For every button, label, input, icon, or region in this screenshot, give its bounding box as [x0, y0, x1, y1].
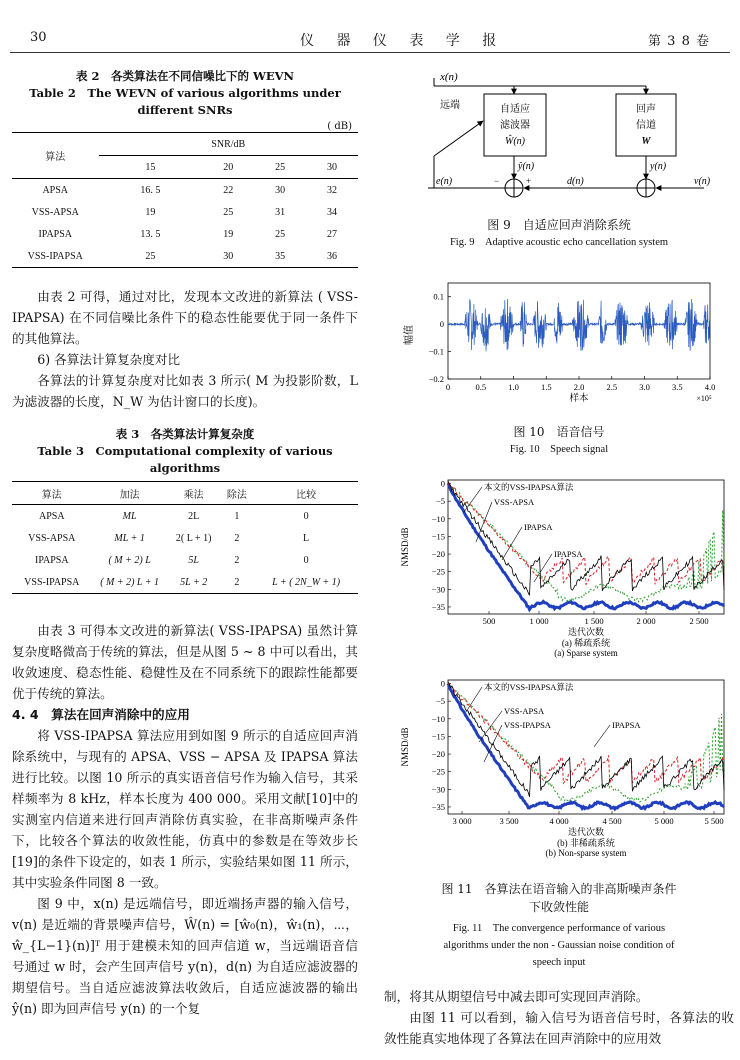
label-leader: [479, 711, 502, 742]
page-number: 30: [30, 30, 47, 45]
ytick-label: −5: [435, 496, 445, 507]
xtick-label: 4 000: [549, 816, 569, 826]
header-rule: [10, 52, 730, 53]
fig10-caption-cn: 图 10 语音信号: [513, 425, 605, 439]
ytick-label: −15: [431, 531, 445, 542]
table-cell: IPAPSA: [35, 554, 69, 566]
table-cell: 16. 5: [140, 184, 161, 196]
fig10-xtick-label: 0.5: [475, 382, 487, 392]
figure-11: [384, 472, 734, 971]
label-yhat: ŷ(n): [518, 161, 535, 172]
table2-snr-30: 30: [306, 156, 358, 179]
table-cell: VSS-APSA: [31, 206, 79, 218]
ytick-label: −25: [431, 766, 445, 777]
table-cell: 31: [275, 206, 286, 218]
table2-col-algo: 算法: [12, 133, 99, 179]
table-cell: 19: [145, 206, 156, 218]
table3-title-en: Table 3 Computational complexity of various algorithms: [37, 444, 333, 475]
paragraph: 由图 11 可以看到，输入信号为语音信号时，各算法的收敛性能真实地体现了各算法在回声消除中的应用效: [384, 1010, 734, 1046]
speech-signal-plot: [384, 275, 734, 405]
fig10-ytick-label: 0.1: [433, 291, 444, 302]
xtick-label: 5 000: [654, 816, 674, 826]
fig10-caption-en: Fig. 10 Speech signal: [509, 444, 609, 455]
table2-snr-20: 20: [202, 156, 254, 179]
fig11-caption-en: Fig. 11 The convergence performance of various: [452, 923, 666, 934]
figure-9: [384, 66, 734, 251]
paragraph: 将 VSS-IPAPSA 算法应用到如图 9 所示的自适应回声消除系统中，与现有的 APSA、VSS − APSA 及 IPAPSA 算法进行比较。以图 10 所示的真实语音信号作为输入信号，其采样频率为 8 kHz，样本长度为 400 000。采用文献[10]中的实测室内信道来进行回声消除仿真实验，在非高斯噪声条件下，比较各个算法的收敛性能，仿真中的参数是在等效步长[19]的条件下设定的，如表 1 所示，实验结果如图 11 所示，其中实验条件同图 8 一致。: [12, 728, 358, 890]
table-cell: 2L: [188, 510, 200, 522]
fig10-xtick-label: 2.0: [573, 382, 585, 392]
table3-header: 加法: [92, 482, 168, 505]
convergence-plot-b: [384, 672, 734, 862]
xlabel: 迭代次数: [567, 827, 605, 837]
fig11-caption-cn: 图 11 各算法在语音输入的非高斯噪声条件: [441, 882, 677, 896]
xtick-label: 4 500: [602, 816, 622, 826]
series-label: IPAPSA: [554, 549, 583, 559]
convergence-plot-a: [384, 472, 734, 662]
series-label: VSS-IPAPSA: [504, 720, 551, 730]
ytick-label: 0: [440, 478, 445, 489]
af-label-2: 滤波器: [500, 120, 530, 131]
table3-header: 乘法: [168, 482, 220, 505]
table-cell: 36: [306, 245, 358, 268]
ytick-label: −30: [431, 784, 445, 795]
fig10-xtick-label: 3.5: [671, 382, 683, 392]
label-y: y(n): [650, 161, 667, 172]
fig10-xscale: ×10⁵: [696, 394, 712, 403]
xtick-label: 2 000: [636, 616, 656, 626]
xtick-label: 5 500: [704, 816, 724, 826]
ytick-label: −15: [431, 731, 445, 742]
table2-snr-25: 25: [254, 156, 306, 179]
table-cell: 25: [99, 245, 203, 268]
table3-header: 除法: [220, 482, 255, 505]
table-cell: 2: [234, 532, 240, 544]
fig10-xlabel: 样本: [569, 394, 589, 404]
fig10-ytick-label: −0.1: [428, 346, 444, 357]
ytick-label: −30: [431, 584, 445, 595]
fig11-caption-en-3: speech input: [532, 957, 586, 968]
label-e: e(n): [436, 176, 453, 187]
table-cell: 35: [254, 245, 306, 268]
label-v: v(n): [694, 176, 711, 187]
plot-frame: [448, 680, 724, 814]
fig10-ytick-label: 0: [439, 319, 444, 330]
ytick-label: −10: [431, 713, 445, 724]
xtick-label: 2 500: [689, 616, 709, 626]
table3-title-cn: 表 3 各类算法计算复杂度: [115, 427, 255, 441]
fig11-caption-en-2: algorithms under the non - Gaussian noise condition of: [443, 940, 675, 951]
speech-waveform: [448, 299, 710, 351]
journal-name: 仪 器 仪 表 学 报: [300, 33, 506, 49]
xtick-label: 1 500: [584, 616, 604, 626]
series-vss-ipapsa: [448, 684, 724, 809]
running-header: [0, 0, 740, 52]
table-cell: 0: [303, 510, 309, 522]
table2-title-en-2: different SNRs: [137, 103, 233, 117]
fig11-caption-cn-2: 下收敛性能: [528, 900, 589, 914]
table-cell: 2: [234, 554, 240, 566]
subsection-heading: 6) 各算法计算复杂度对比: [37, 352, 181, 367]
fig10-xtick-label: 4.0: [704, 382, 716, 392]
af-label-3: Ŵ(n): [505, 136, 525, 147]
fig10-xtick-label: 3.0: [639, 382, 650, 392]
series-label: IPAPSA: [612, 720, 641, 730]
table-cell: L: [303, 532, 310, 544]
paragraph: 由表 2 可得，通过对比，发现本文改进的新算法 ( VSS-IPAPSA) 在不同信噪比条件下的稳态性能要优于同一条件下的其他算法。: [12, 289, 358, 346]
af-label-1: 自适应: [500, 104, 530, 115]
table-row: [12, 549, 358, 571]
fig10-ylabel: 幅值: [404, 325, 415, 345]
label-plus: +: [526, 176, 532, 186]
fig9-caption-cn: 图 9 自适应回声消除系统: [487, 218, 631, 232]
table-cell: VSS-IPAPSA: [12, 571, 92, 594]
subcaption-cn: (a) 稀疏系统: [561, 638, 611, 648]
left-column: [12, 60, 358, 1019]
echo-cancel-diagram: [384, 66, 734, 206]
table-row: [12, 571, 358, 594]
figure-10: [384, 275, 734, 458]
section-heading: 4. 4 算法在回声消除中的应用: [12, 707, 190, 722]
paragraph: 制，将其从期望信号中减去即可实现回声消除。: [384, 989, 649, 1004]
table-cell: 19: [223, 228, 234, 240]
table2-col-snr: SNR/dB: [99, 133, 359, 156]
ch-label-2: 信道: [636, 120, 656, 131]
table-cell: 5L: [188, 554, 199, 566]
ytick-label: −5: [435, 696, 445, 707]
table-cell: L + ( 2N_W + 1): [254, 571, 358, 594]
table-row: [12, 527, 358, 549]
xtick-label: 3 500: [499, 816, 519, 826]
table-cell: 5L + 2: [168, 571, 220, 594]
ch-label-3: W: [641, 136, 651, 147]
table-cell: VSS-IPAPSA: [12, 245, 99, 268]
table-cell: ML: [122, 510, 137, 522]
series-label: IPAPSA: [524, 522, 553, 532]
series-label: 本文的VSS-IPAPSA算法: [484, 682, 574, 692]
right-column: [384, 60, 734, 1046]
table-cell: APSA: [42, 184, 69, 196]
table-cell: 13. 5: [140, 228, 161, 240]
ytick-label: 0: [440, 678, 445, 689]
fig10-xtick-label: 1.0: [508, 382, 519, 392]
table3-header: 比较: [254, 482, 358, 505]
table-cell: APSA: [39, 510, 65, 522]
table-cell: IPAPSA: [38, 228, 73, 240]
xtick-label: 500: [482, 616, 496, 626]
table3: [12, 481, 358, 594]
ytick-label: −20: [431, 749, 445, 760]
table-row: [12, 505, 358, 528]
xtick-label: 3 000: [452, 816, 472, 826]
table-cell: 27: [327, 228, 338, 240]
table-cell: 2: [220, 571, 255, 594]
volume-number: 第 3 8 卷: [648, 34, 710, 49]
table-row: [12, 245, 358, 268]
table-cell: 32: [327, 184, 338, 196]
table-row: [12, 179, 358, 202]
table-cell: 34: [327, 206, 338, 218]
table-cell: 2( L + 1): [175, 532, 212, 544]
table-cell: 25: [223, 206, 234, 218]
label-d: d(n): [567, 176, 584, 187]
series-label: VSS-APSA: [504, 706, 545, 716]
table2-unit: ( dB): [327, 121, 352, 132]
ytick-label: −35: [431, 801, 445, 812]
table3-header: 算法: [12, 482, 92, 505]
label-leader: [594, 725, 610, 747]
fig10-ytick-label: −0.2: [428, 374, 444, 384]
series-label: 本文的VSS-IPAPSA算法: [484, 482, 574, 492]
fig10-xtick-label: 2.5: [606, 382, 618, 392]
ylabel: NMSD/dB: [400, 527, 410, 567]
subcaption-cn: (b) 非稀疏系统: [557, 838, 615, 848]
label-far-end: 远端: [440, 100, 460, 111]
subcaption-en: (a) Sparse system: [554, 648, 618, 658]
paragraph: 各算法的计算复杂度对比如表 3 所示( M 为投影阶数，L 为滤波器的长度，N_W 为估计窗口的长度)。: [12, 373, 358, 409]
table-cell: 22: [223, 184, 234, 196]
xlabel: 迭代次数: [567, 627, 605, 637]
table-cell: 30: [275, 184, 286, 196]
ylabel: NMSD/dB: [400, 727, 410, 767]
table-cell: 0: [303, 554, 309, 566]
table-cell: 25: [275, 228, 286, 240]
label-minus: −: [494, 176, 500, 186]
paragraph: 由表 3 可得本文改进的新算法( VSS-IPAPSA) 虽然计算复杂度略微高于传统的算法，但是从图 5 ~ 8 中可以看出，其收敛速度、稳态性能、稳健性及在不同系统下的跟踪性能都要优于传统的算法。: [12, 623, 358, 701]
paragraph: 图 9 中，x(n) 是远端信号，即近端扬声器的输入信号，v(n) 是近端的背景噪声信号，Ŵ(n) = [ŵ₀(n)，ŵ₁(n)，⋯，ŵ_{L−1}(n)]ᵀ 用于建模未知的回声信道 w，当远端语音信号通过 w 时，会产生回声信号 y(n)，d(n) 为自适应滤波器的期望信号。当自适应滤波算法收敛后，自适应滤波器的输出 ŷ(n) 即为回声信号 y(n) 的一个复: [12, 896, 358, 1016]
table-cell: ( M + 2) L: [108, 554, 151, 566]
table2: [12, 132, 358, 268]
table2-title-cn: 表 2 各类算法在不同信噪比下的 WEVN: [75, 69, 295, 83]
series-vss-ipapsa: [448, 483, 724, 609]
table-cell: ML + 1: [114, 532, 145, 544]
table2-title-en: Table 2 The WEVN of various algorithms under: [29, 86, 341, 100]
table-cell: ( M + 2) L + 1: [92, 571, 168, 594]
fig9-caption-en: Fig. 9 Adaptive acoustic echo cancellation system: [449, 237, 669, 248]
table-cell: 30: [202, 245, 254, 268]
table-row: [12, 201, 358, 223]
subcaption-en: (b) Non-sparse system: [545, 848, 627, 858]
ytick-label: −20: [431, 549, 445, 560]
ytick-label: −25: [431, 566, 445, 577]
label-x: x(n): [440, 71, 458, 83]
fig10-xtick-label: 1.5: [540, 382, 552, 392]
series-label: VSS-APSA: [494, 497, 535, 507]
table-row: [12, 223, 358, 245]
table-cell: VSS-APSA: [28, 532, 76, 544]
ch-label-1: 回声: [636, 104, 656, 115]
table-cell: 1: [234, 510, 240, 522]
xtick-label: 1 000: [529, 616, 549, 626]
table2-snr-15: 15: [99, 156, 203, 179]
fig10-xtick-label: 0: [445, 382, 451, 392]
ytick-label: −35: [431, 601, 445, 612]
ytick-label: −10: [431, 513, 445, 524]
